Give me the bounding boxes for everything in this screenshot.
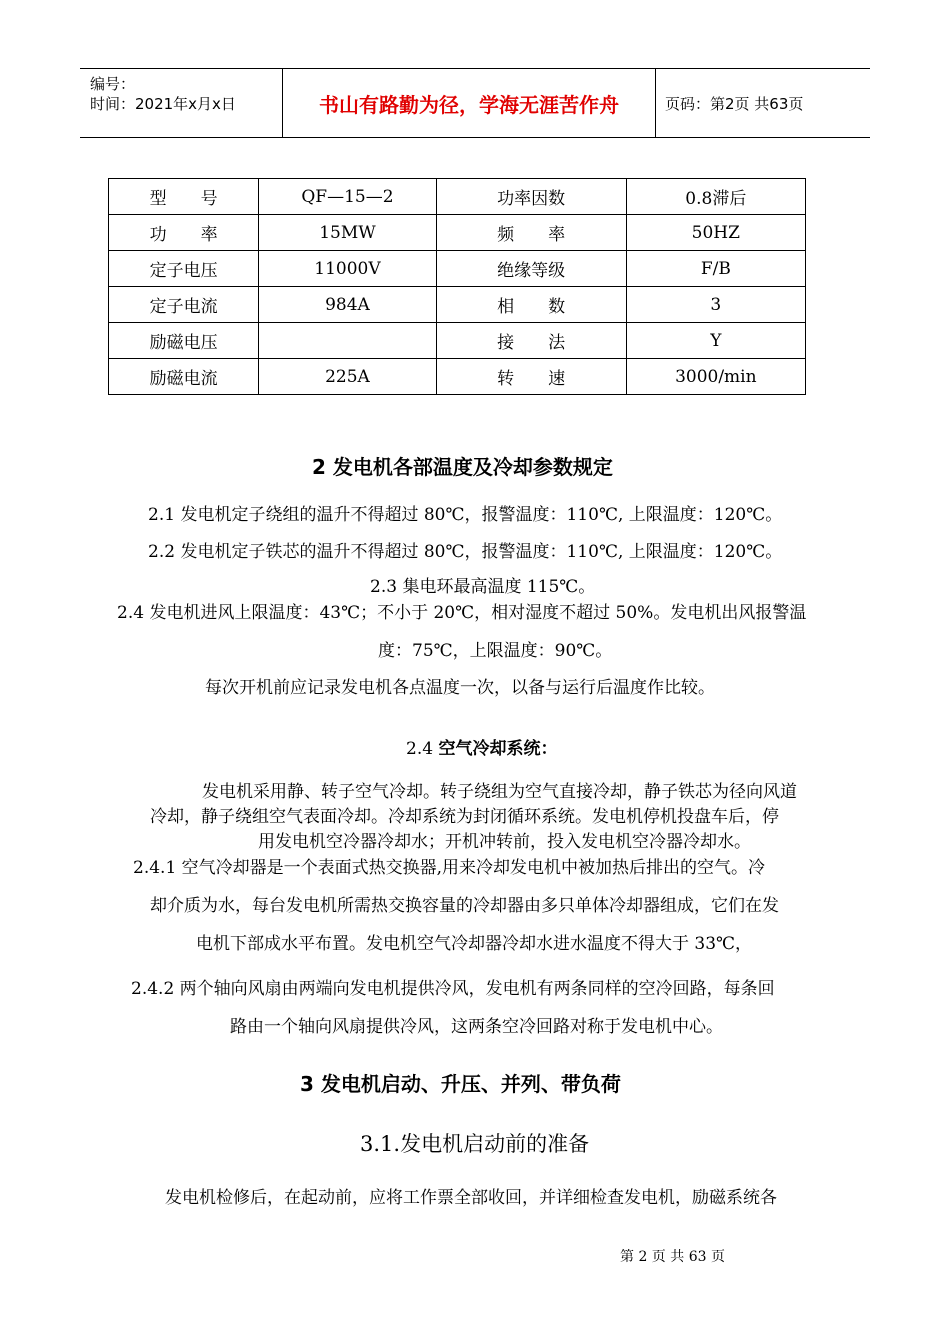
table-cell: QF—15—2 — [259, 179, 436, 215]
section-3-1-title: 3.1.发电机启动前的准备 — [360, 1132, 590, 1156]
table-row — [109, 251, 806, 287]
table-cell: 定子电流 — [109, 287, 259, 323]
paragraph: 2.3 集电环最高温度 115℃。 — [370, 577, 596, 597]
time-label: 时间：2021年x月x日 — [90, 95, 236, 113]
table-cell: 0.8滞后 — [626, 179, 805, 215]
paragraph: 每次开机前应记录发电机各点温度一次，以备与运行后温度作比较。 — [205, 678, 715, 698]
subsection-number: 2.4 — [406, 739, 439, 759]
paragraph: 2.4.2 两个轴向风扇由两端向发电机提供冷风，发电机有两条同样的空冷回路，每条回 — [131, 979, 775, 999]
table-row — [109, 359, 806, 395]
table-cell: 型 号 — [109, 179, 259, 215]
paragraph: 2.4 发电机进风上限温度：43℃；不小于 20℃，相对湿度不超过 50%。发电机出风报警温 — [117, 603, 807, 623]
table-cell: 励磁电压 — [109, 323, 259, 359]
paragraph: 电机下部成水平布置。发电机空气冷却器冷却水进水温度不得大于 33℃， — [196, 934, 753, 954]
table-cell: 50HZ — [626, 215, 805, 251]
paragraph: 发电机采用静、转子空气冷却。转子绕组为空气直接冷却，静子铁芯为径向风道 — [202, 782, 797, 802]
table-cell: 励磁电流 — [109, 359, 259, 395]
paragraph: 发电机检修后，在起动前，应将工作票全部收回，并详细检查发电机，励磁系统各 — [165, 1188, 777, 1208]
motto: 书山有路勤为径，学海无涯苦作舟 — [282, 69, 656, 137]
page-header — [80, 68, 870, 138]
table-cell: 984A — [259, 287, 436, 323]
table-cell: 功率因数 — [436, 179, 626, 215]
paragraph: 却介质为水，每台发电机所需热交换容量的冷却器由多只单体冷却器组成，它们在发 — [150, 896, 779, 916]
table-row — [109, 323, 806, 359]
table-cell: 转 速 — [436, 359, 626, 395]
table-cell: 15MW — [259, 215, 436, 251]
table-cell: 相 数 — [436, 287, 626, 323]
generator-spec-table — [108, 178, 806, 395]
table-cell: 频 率 — [436, 215, 626, 251]
number-label: 编号： — [90, 75, 136, 93]
header-meta — [80, 69, 282, 137]
section-3-title: 3 发电机启动、升压、并列、带负荷 — [300, 1072, 621, 1096]
table-cell — [259, 323, 436, 359]
table-cell: 接 法 — [436, 323, 626, 359]
page-footer: 第 2 页 共 63 页 — [620, 1249, 725, 1265]
paragraph: 2.1 发电机定子绕组的温升不得超过 80℃，报警温度：110℃, 上限温度：120℃。 — [148, 505, 783, 525]
paragraph: 用发电机空冷器冷却水；开机冲转前，投入发电机空冷器冷却水。 — [258, 832, 751, 852]
table-cell: F/B — [626, 251, 805, 287]
table-row — [109, 215, 806, 251]
paragraph: 路由一个轴向风扇提供冷风，这两条空冷回路对称于发电机中心。 — [230, 1017, 723, 1037]
section-2-title: 2 发电机各部温度及冷却参数规定 — [312, 455, 613, 479]
subsection-title: 空气冷却系统： — [438, 739, 558, 759]
table-cell: 绝缘等级 — [436, 251, 626, 287]
paragraph: 2.2 发电机定子铁芯的温升不得超过 80℃，报警温度：110℃, 上限温度：120℃。 — [148, 542, 783, 562]
table-row — [109, 179, 806, 215]
table-cell: 3000/min — [626, 359, 805, 395]
paragraph: 冷却，静子绕组空气表面冷却。冷却系统为封闭循环系统。发电机停机投盘车后，停 — [150, 807, 779, 827]
table-cell: 11000V — [259, 251, 436, 287]
table-cell: 功 率 — [109, 215, 259, 251]
table-cell: 定子电压 — [109, 251, 259, 287]
table-cell: 225A — [259, 359, 436, 395]
table-cell: 3 — [626, 287, 805, 323]
table-cell: Y — [626, 323, 805, 359]
page-info: 页码：第2页 共63页 — [665, 94, 804, 113]
table-row — [109, 287, 806, 323]
subsection-heading — [406, 734, 557, 759]
paragraph: 度：75℃，上限温度：90℃。 — [378, 641, 613, 661]
paragraph: 2.4.1 空气冷却器是一个表面式热交换器,用来冷却发电机中被加热后排出的空气。冷 — [133, 858, 766, 878]
